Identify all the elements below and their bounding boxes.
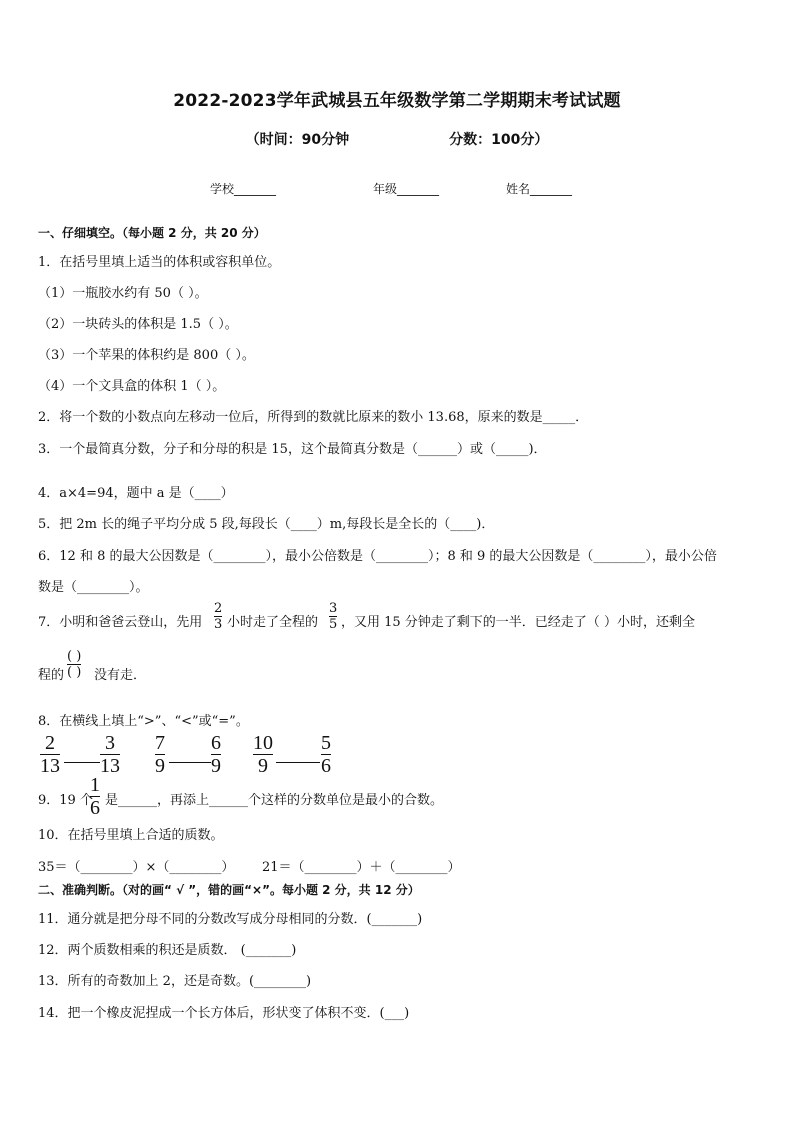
school-field[interactable]: 学校_______ bbox=[210, 182, 277, 196]
question-13: 13．所有的奇数加上 2，还是奇数。(________) bbox=[38, 974, 312, 989]
q7-fraction-2-denominator: 5 bbox=[329, 617, 338, 632]
q7-fraction-1 bbox=[214, 602, 222, 631]
time-info: （时间：90分钟 bbox=[245, 132, 350, 148]
grade-field[interactable]: 年级_______ bbox=[373, 182, 440, 196]
question-5: 5．把 2m 长的绳子平均分成 5 段,每段长（____）m,每段长是全长的（____)． bbox=[38, 517, 495, 532]
q7-part-2: 小时走了全程的 bbox=[227, 615, 319, 630]
q8-fraction-3 bbox=[155, 733, 165, 776]
q8-fraction-1-denominator: 13 bbox=[40, 755, 60, 777]
q8-answer-line-1[interactable] bbox=[64, 762, 100, 763]
question-8: 8．在横线上填上“>”、“<”或“=”。 bbox=[38, 714, 249, 729]
section-heading-fill-blanks: 一、仔细填空。（每小题 2 分，共 20 分） bbox=[38, 226, 266, 240]
q8-fraction-4-denominator: 9 bbox=[211, 755, 221, 777]
q7-part-1: 7．小明和爸爸云登山，先用 bbox=[38, 615, 203, 630]
question-1: 1．在括号里填上适当的体积或容积单位。 bbox=[38, 255, 281, 270]
q7-part-5: 没有走． bbox=[94, 668, 147, 683]
question-3: 3．一个最简真分数，分子和分母的积是 15，这个最简真分数是（______）或（_____)． bbox=[38, 442, 547, 457]
q7-part-4: 程的 bbox=[38, 668, 65, 683]
name-field[interactable]: 姓名_______ bbox=[506, 182, 573, 196]
q7-fraction-1-numerator: 2 bbox=[214, 601, 223, 616]
q8-fraction-2 bbox=[100, 733, 120, 776]
q8-fraction-5-numerator: 10 bbox=[253, 732, 273, 754]
q8-fraction-4-numerator: 6 bbox=[211, 732, 221, 754]
q7-fraction-1-denominator: 3 bbox=[214, 617, 223, 632]
q8-fraction-5 bbox=[253, 733, 273, 776]
question-1-1: （1）一瓶胶水约有 50（ ）。 bbox=[38, 286, 208, 301]
q8-fraction-5-denominator: 9 bbox=[258, 755, 268, 777]
q8-fraction-1-numerator: 2 bbox=[45, 732, 55, 754]
q8-answer-line-3[interactable] bbox=[276, 762, 320, 763]
score-info: 分数：100分） bbox=[449, 132, 549, 148]
q9-part-1: 9．19 个 bbox=[38, 793, 93, 808]
q8-fraction-6-denominator: 6 bbox=[321, 755, 331, 777]
question-2: 2．将一个数的小数点向左移动一位后，所得到的数就比原来的数小 13.68，原来的数是_____． bbox=[38, 410, 589, 425]
q9-fraction-numerator: 1 bbox=[90, 774, 100, 796]
q8-answer-line-2[interactable] bbox=[169, 762, 211, 763]
q8-fraction-2-denominator: 13 bbox=[100, 755, 120, 777]
exam-info bbox=[0, 129, 794, 149]
question-12: 12．两个质数相乘的积还是质数． (_______) bbox=[38, 943, 297, 958]
q7-fraction-2 bbox=[329, 602, 337, 631]
q8-fraction-3-numerator: 7 bbox=[155, 732, 165, 754]
q8-fraction-4 bbox=[211, 733, 221, 776]
q7-part-3: ，又用 15 分钟走了剩下的一半．已经走了（ ）小时，还剩全 bbox=[341, 615, 695, 630]
question-1-4: （4）一个文具盒的体积 1（ ）。 bbox=[38, 379, 226, 394]
question-6-line-2: 数是（________）。 bbox=[38, 580, 149, 595]
q8-fraction-2-numerator: 3 bbox=[105, 732, 115, 754]
question-1-3: （3）一个苹果的体积约是 800（ ）。 bbox=[38, 348, 255, 363]
question-11: 11．通分就是把分母不同的分数改写成分母相同的分数．(_______) bbox=[38, 912, 423, 927]
question-1-2: （2）一块砖头的体积是 1.5（ ）。 bbox=[38, 317, 238, 332]
q7-fraction-blank[interactable] bbox=[67, 650, 81, 679]
q7-fraction-2-numerator: 3 bbox=[329, 601, 338, 616]
q8-fraction-6-numerator: 5 bbox=[321, 732, 331, 754]
q9-fraction bbox=[90, 775, 100, 818]
question-14: 14．把一个橡皮泥捏成一个长方体后，形状变了体积不变．(___) bbox=[38, 1006, 410, 1021]
section-heading-true-false: 二、准确判断。（对的画“ √ ”，错的画“×”。每小题 2 分，共 12 分） bbox=[38, 883, 420, 897]
q9-fraction-denominator: 6 bbox=[90, 797, 100, 819]
question-10-equation-1: 35＝（________）×（________） bbox=[38, 860, 235, 875]
page-title: 2022-2023学年武城县五年级数学第二学期期末考试试题 bbox=[173, 91, 621, 111]
q7-blank-denominator: ( ) bbox=[67, 665, 82, 680]
question-4: 4．a×4=94，题中 a 是（____） bbox=[38, 486, 234, 501]
q8-fraction-3-denominator: 9 bbox=[155, 755, 165, 777]
question-10: 10．在括号里填上合适的质数。 bbox=[38, 828, 224, 843]
q7-blank-numerator: ( ) bbox=[67, 649, 82, 664]
q9-part-2: 是______，再添上______个这样的分数单位是最小的合数。 bbox=[105, 793, 444, 808]
q8-fraction-1 bbox=[40, 733, 60, 776]
question-6-line-1: 6．12 和 8 的最大公因数是（________），最小公倍数是（________）；8 和 9 的最大公因数是（________），最小公倍 bbox=[38, 549, 717, 564]
q8-fraction-6 bbox=[321, 733, 331, 776]
question-10-equation-2: 21＝（________）＋（________） bbox=[262, 860, 461, 875]
